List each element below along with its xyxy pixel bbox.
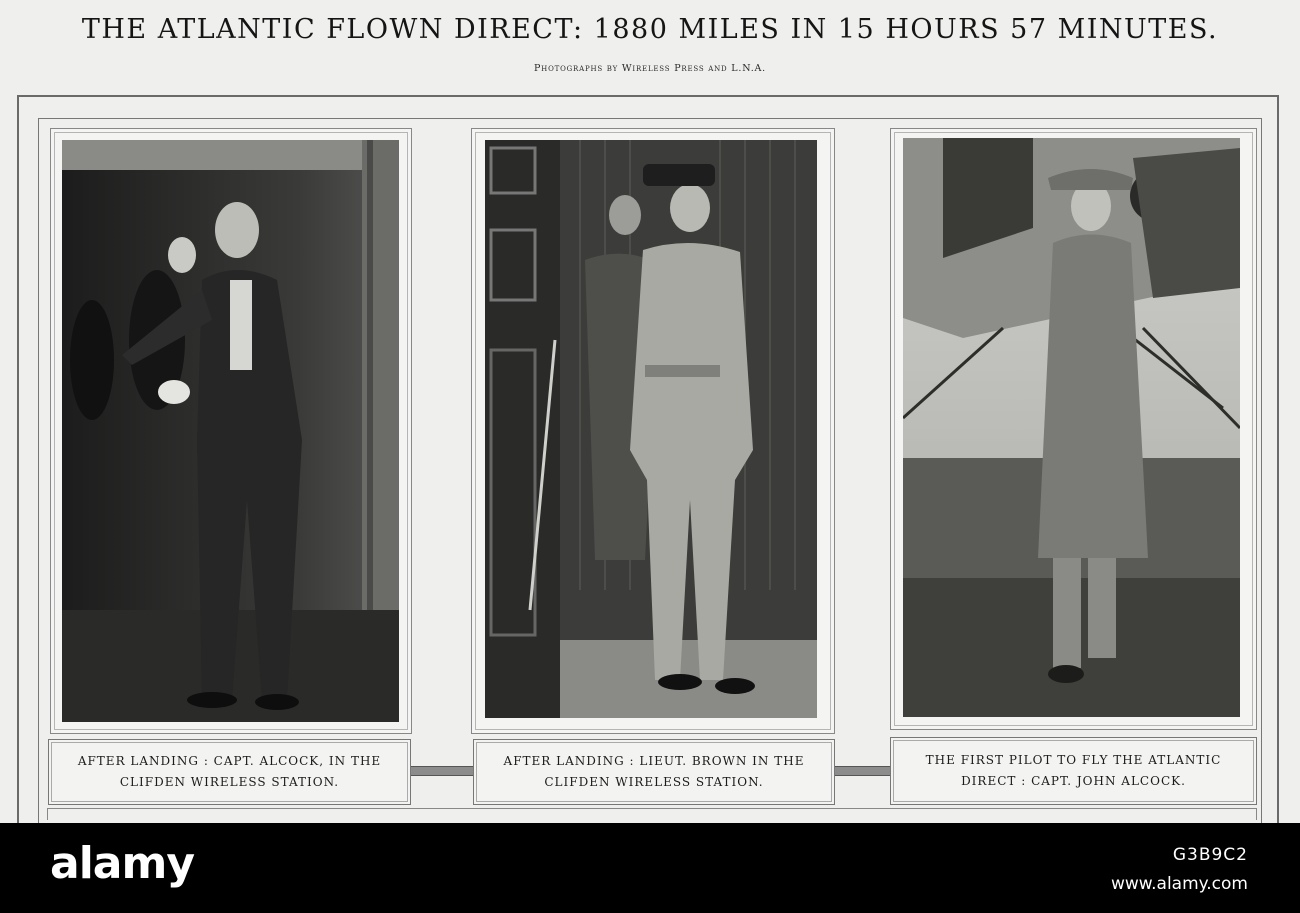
caption-panel-2: [473, 739, 835, 805]
photo-alcock-wireless-station: [62, 140, 399, 722]
footer-url: www.alamy.com: [1110, 874, 1248, 894]
photo-alcock-with-aircraft: [903, 138, 1240, 717]
caption-connector-2: [835, 766, 890, 776]
caption-panel-2-line2: CLIFDEN WIRELESS STATION.: [544, 775, 764, 789]
photo-credit: Photographs by Wireless Press and L.N.A.: [533, 63, 766, 74]
photo-brown-wireless-station: [485, 140, 817, 718]
caption-connector-1: [411, 766, 473, 776]
caption-panel-3-line2: DIRECT : CAPT. JOHN ALCOCK.: [961, 774, 1186, 788]
caption-panel-1-line2: CLIFDEN WIRELESS STATION.: [119, 775, 340, 789]
bottom-rule: [47, 808, 1257, 820]
watermark-footer: [0, 823, 1300, 913]
caption-panel-3-line1: THE FIRST PILOT TO FLY THE ATLANTIC: [925, 753, 1222, 767]
image-id: G3B9C2: [1172, 845, 1248, 865]
caption-panel-2-line1: AFTER LANDING : LIEUT. BROWN IN THE: [503, 754, 805, 768]
caption-panel-1-line1: AFTER LANDING : CAPT. ALCOCK, IN THE: [77, 754, 382, 768]
alamy-logo: alamy: [50, 838, 194, 889]
caption-panel-3: [890, 737, 1257, 805]
caption-panel-1: [48, 739, 411, 805]
page-headline: THE ATLANTIC FLOWN DIRECT: 1880 MILES IN 15 HOURS 57 MINUTES.: [81, 14, 1219, 45]
